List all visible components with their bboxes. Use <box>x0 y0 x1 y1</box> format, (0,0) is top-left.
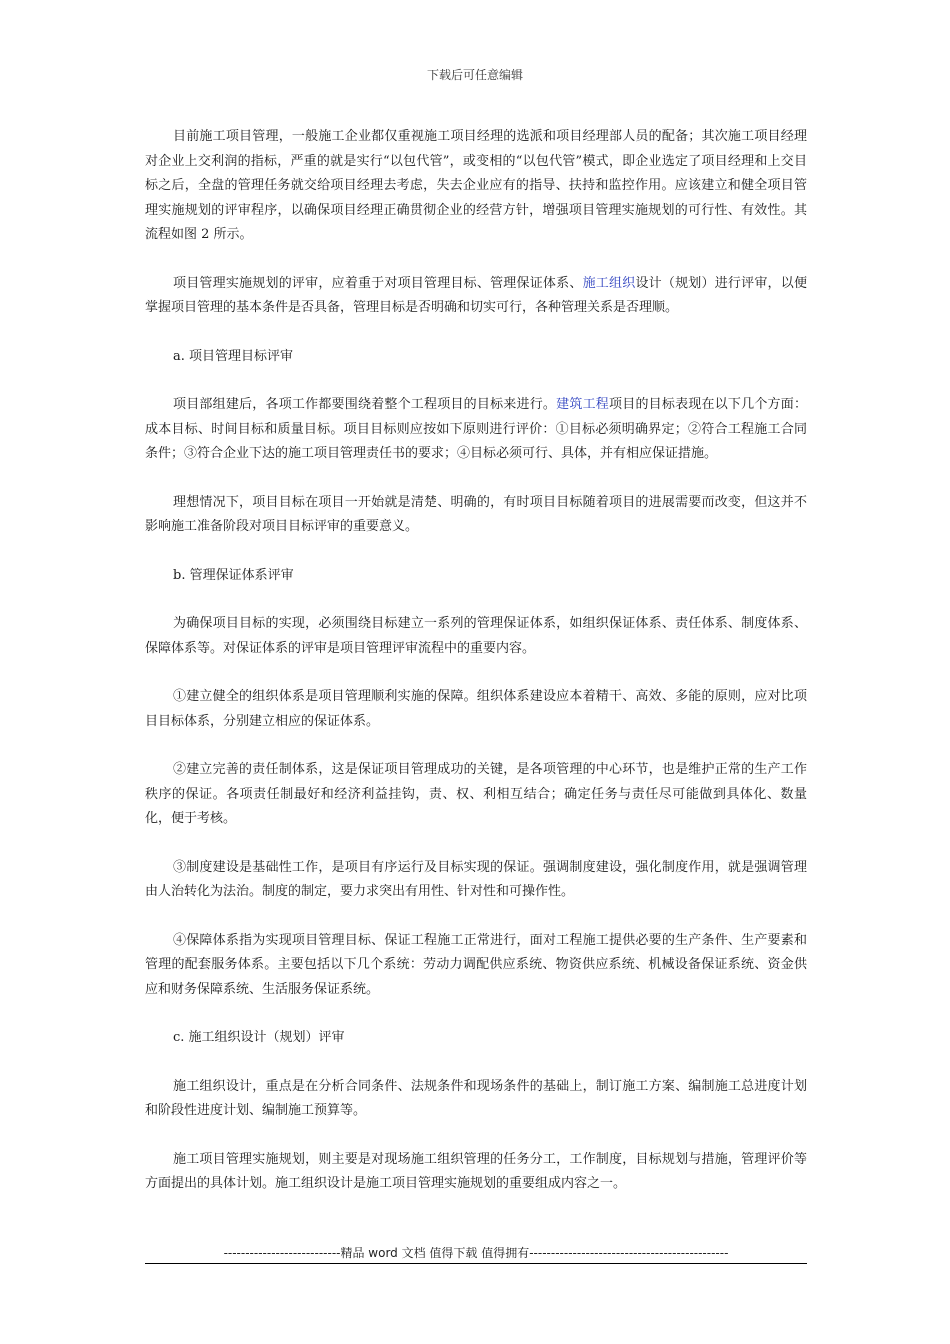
section-heading-c: c. 施工组织设计（规划）评审 <box>173 1030 345 1045</box>
paragraph-intro: 目前施工项目管理，一般施工企业都仅重视施工项目经理的选派和项目经理部人员的配备；其次施工项目经理对企业上交利润的指标，严重的就是实行“以包代管”，或变相的“以包代管”模式，即企业选定了项目经理和上交目标之后，全盘的管理任务就交给项目经理去考虑，失去企业应有的指导、扶持和监控作用。应该建立和健全项目管理实施规划的评审程序，以确保项目经理正确贯彻企业的经营方针，增强项目管理实施规划的可行性、有效性。其流程如图 2 所示。 <box>145 129 807 242</box>
section-heading-a: a. 项目管理目标评审 <box>173 348 294 364</box>
paragraph-institution-building: ③制度建设是基础性工作，是项目有序运行及目标实现的保证。强调制度建设，强化制度作用，就是强调管理由人治转化为法治。制度的制定，要力求突出有用性、针对性和可操作性。 <box>145 859 807 899</box>
section-heading-b: b. 管理保证体系评审 <box>173 567 294 583</box>
page-header: 下载后可任意编辑 <box>426 68 523 82</box>
paragraph-project-goals <box>145 393 807 467</box>
paragraph-review-focus <box>145 272 807 321</box>
paragraph-text: 项目的目标表现在以下几个方面：成本目标、时间目标和质量目标。项目目标则应按如下原则进行评价：①目标必须明确界定；②符合工程施工合同条件；③符合企业下达的施工项目管理责任书的要求；④目标必须可行、具体，并有相应保证措施。 <box>145 397 807 461</box>
document-body <box>145 125 807 1221</box>
link-construction-organization[interactable]: 施工组织 <box>582 275 636 291</box>
paragraph-ideal-case: 理想情况下，项目目标在项目一开始就是清楚、明确的，有时项目目标随着项目的进展需要而改变，但这并不影响施工准备阶段对项目目标评审的重要意义。 <box>145 494 807 534</box>
paragraph-guarantee-system: 为确保项目目标的实现，必须围绕目标建立一系列的管理保证体系，如组织保证体系、责任体系、制度体系、保障体系等。对保证体系的评审是项目管理评审流程中的重要内容。 <box>145 616 807 656</box>
paragraph-text: 项目管理实施规划的评审，应着重于对项目管理目标、管理保证体系、 <box>173 275 583 291</box>
paragraph-implementation-plan: 施工项目管理实施规划，则主要是对现场施工组织管理的任务分工，工作制度，目标规划与措施，管理评价等方面提出的具体计划。施工组织设计是施工项目管理实施规划的重要组成内容之一。 <box>145 1151 807 1191</box>
paragraph-support-system: ④保障体系指为实现项目管理目标、保证工程施工正常进行，面对工程施工提供必要的生产条件、生产要素和管理的配套服务体系。主要包括以下几个系统：劳动力调配供应系统、物资供应系统、机械设备保证系统、资金供应和财务保障系统、生活服务保证系统。 <box>145 932 807 997</box>
page-footer: ---------------------------精品 word 文档 值得下载 值得拥有---------------------------------------------- <box>223 1246 729 1260</box>
paragraph-responsibility-system: ②建立完善的责任制体系，这是保证项目管理成功的关键，是各项管理的中心环节，也是维护正常的生产工作秩序的保证。各项责任制最好和经济利益挂钩，责、权、利相互结合；确定任务与责任尽可能做到具体化、数量化，便于考核。 <box>145 762 807 826</box>
paragraph-organization-system: ①建立健全的组织体系是项目管理顺利实施的保障。组织体系建设应本着精干、高效、多能的原则，应对比项目目标体系，分别建立相应的保证体系。 <box>145 689 807 729</box>
paragraph-text: 项目部组建后，各项工作都要围绕着整个工程项目的目标来进行。 <box>173 397 557 412</box>
paragraph-text: 设计（规划）进行评审，以便掌握项目管理的基本条件是否具备，管理目标是否明确和切实可行，各种管理关系是否理顺。 <box>145 275 807 315</box>
footer-divider <box>145 1263 807 1264</box>
link-building-engineering[interactable]: 建筑工程 <box>556 397 610 412</box>
paragraph-construction-design: 施工组织设计，重点是在分析合同条件、法规条件和现场条件的基础上，制订施工方案、编制施工总进度计划和阶段性进度计划、编制施工预算等。 <box>145 1078 807 1118</box>
